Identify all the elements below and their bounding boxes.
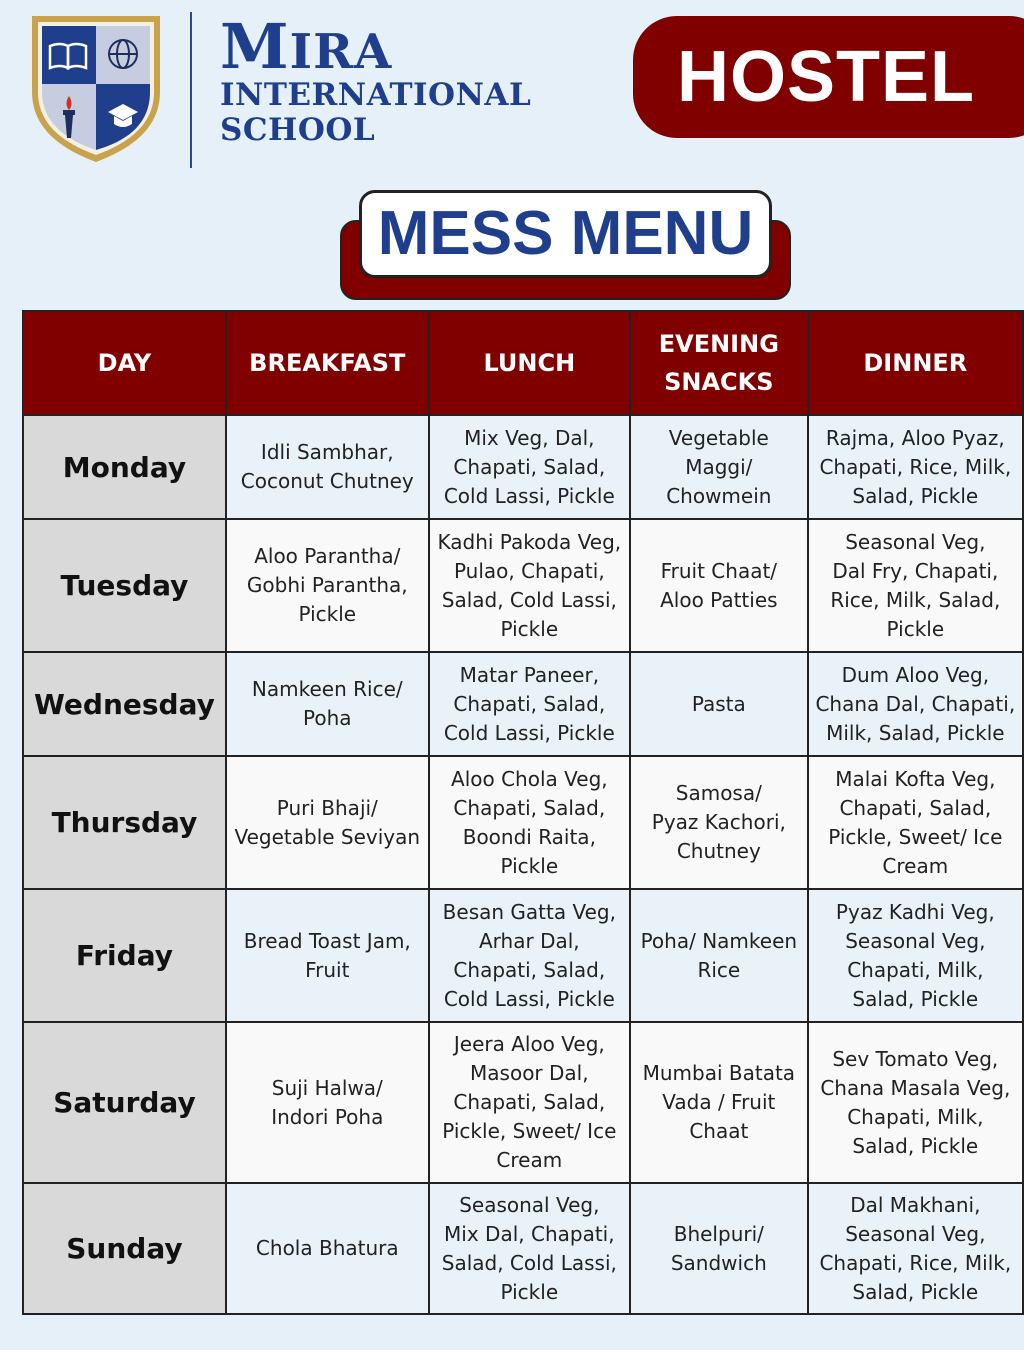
snacks-cell: Pasta — [630, 652, 808, 756]
lunch-cell: Aloo Chola Veg, Chapati, Salad, Boondi Raita, Pickle — [429, 756, 630, 889]
table-row — [23, 519, 1023, 652]
table-row — [23, 1022, 1023, 1183]
day-cell: Saturday — [23, 1022, 226, 1183]
school-logo — [28, 12, 164, 164]
dinner-cell: Pyaz Kadhi Veg, Seasonal Veg, Chapati, Milk, Salad, Pickle — [808, 889, 1023, 1022]
lunch-cell: Kadhi Pakoda Veg, Pulao, Chapati, Salad, Cold Lassi, Pickle — [429, 519, 630, 652]
school-name-line2: INTERNATIONAL — [220, 77, 532, 113]
hostel-badge: HOSTEL — [633, 16, 1024, 138]
snacks-cell: Vegetable Maggi/ Chowmein — [630, 415, 808, 519]
breakfast-cell: Chola Bhatura — [226, 1183, 429, 1314]
breakfast-cell: Puri Bhaji/ Vegetable Seviyan — [226, 756, 429, 889]
day-cell: Monday — [23, 415, 226, 519]
table-row — [23, 415, 1023, 519]
snacks-cell: Mumbai Batata Vada / Fruit Chaat — [630, 1022, 808, 1183]
table-row — [23, 652, 1023, 756]
breakfast-cell: Suji Halwa/ Indori Poha — [226, 1022, 429, 1183]
school-name-initial: M — [220, 10, 290, 83]
snacks-cell: Samosa/ Pyaz Kachori, Chutney — [630, 756, 808, 889]
dinner-cell: Rajma, Aloo Pyaz, Chapati, Rice, Milk, Salad, Pickle — [808, 415, 1023, 519]
breakfast-cell: Bread Toast Jam, Fruit — [226, 889, 429, 1022]
breakfast-cell: Aloo Parantha/ Gobhi Parantha, Pickle — [226, 519, 429, 652]
dinner-cell: Malai Kofta Veg, Chapati, Salad, Pickle, Sweet/ Ice Cream — [808, 756, 1023, 889]
dinner-cell: Sev Tomato Veg, Chana Masala Veg, Chapati, Milk, Salad, Pickle — [808, 1022, 1023, 1183]
snacks-cell: Bhelpuri/ Sandwich — [630, 1183, 808, 1314]
day-cell: Tuesday — [23, 519, 226, 652]
dinner-cell: Dum Aloo Veg, Chana Dal, Chapati, Milk, Salad, Pickle — [808, 652, 1023, 756]
header-breakfast: BREAKFAST — [226, 311, 429, 415]
snacks-cell: Poha/ Namkeen Rice — [630, 889, 808, 1022]
day-cell: Thursday — [23, 756, 226, 889]
day-cell: Wednesday — [23, 652, 226, 756]
lunch-cell: Besan Gatta Veg, Arhar Dal, Chapati, Salad, Cold Lassi, Pickle — [429, 889, 630, 1022]
snacks-cell: Fruit Chaat/ Aloo Patties — [630, 519, 808, 652]
school-name — [220, 10, 532, 148]
header-day: DAY — [23, 311, 226, 415]
page-title: MESS MENU — [359, 190, 772, 278]
table-row — [23, 1183, 1023, 1314]
table-row — [23, 889, 1023, 1022]
dinner-cell: Dal Makhani, Seasonal Veg, Chapati, Rice, Milk, Salad, Pickle — [808, 1183, 1023, 1314]
day-cell: Friday — [23, 889, 226, 1022]
header-dinner: DINNER — [808, 311, 1023, 415]
breakfast-cell: Namkeen Rice/ Poha — [226, 652, 429, 756]
school-name-line3: SCHOOL — [220, 112, 376, 148]
day-cell: Sunday — [23, 1183, 226, 1314]
breakfast-cell: Idli Sambhar, Coconut Chutney — [226, 415, 429, 519]
lunch-cell: Jeera Aloo Veg, Masoor Dal, Chapati, Salad, Pickle, Sweet/ Ice Cream — [429, 1022, 630, 1183]
dinner-cell: Seasonal Veg, Dal Fry, Chapati, Rice, Milk, Salad, Pickle — [808, 519, 1023, 652]
header-divider — [190, 12, 192, 168]
header-evening-snacks: EVENING SNACKS — [630, 311, 808, 415]
mess-menu-table — [22, 310, 1024, 1315]
table-header-row — [23, 311, 1023, 415]
school-name-rest: IRA — [289, 24, 393, 80]
header-lunch: LUNCH — [429, 311, 630, 415]
table-row — [23, 756, 1023, 889]
lunch-cell: Mix Veg, Dal, Chapati, Salad, Cold Lassi, Pickle — [429, 415, 630, 519]
lunch-cell: Seasonal Veg, Mix Dal, Chapati, Salad, Cold Lassi, Pickle — [429, 1183, 630, 1314]
lunch-cell: Matar Paneer, Chapati, Salad, Cold Lassi, Pickle — [429, 652, 630, 756]
